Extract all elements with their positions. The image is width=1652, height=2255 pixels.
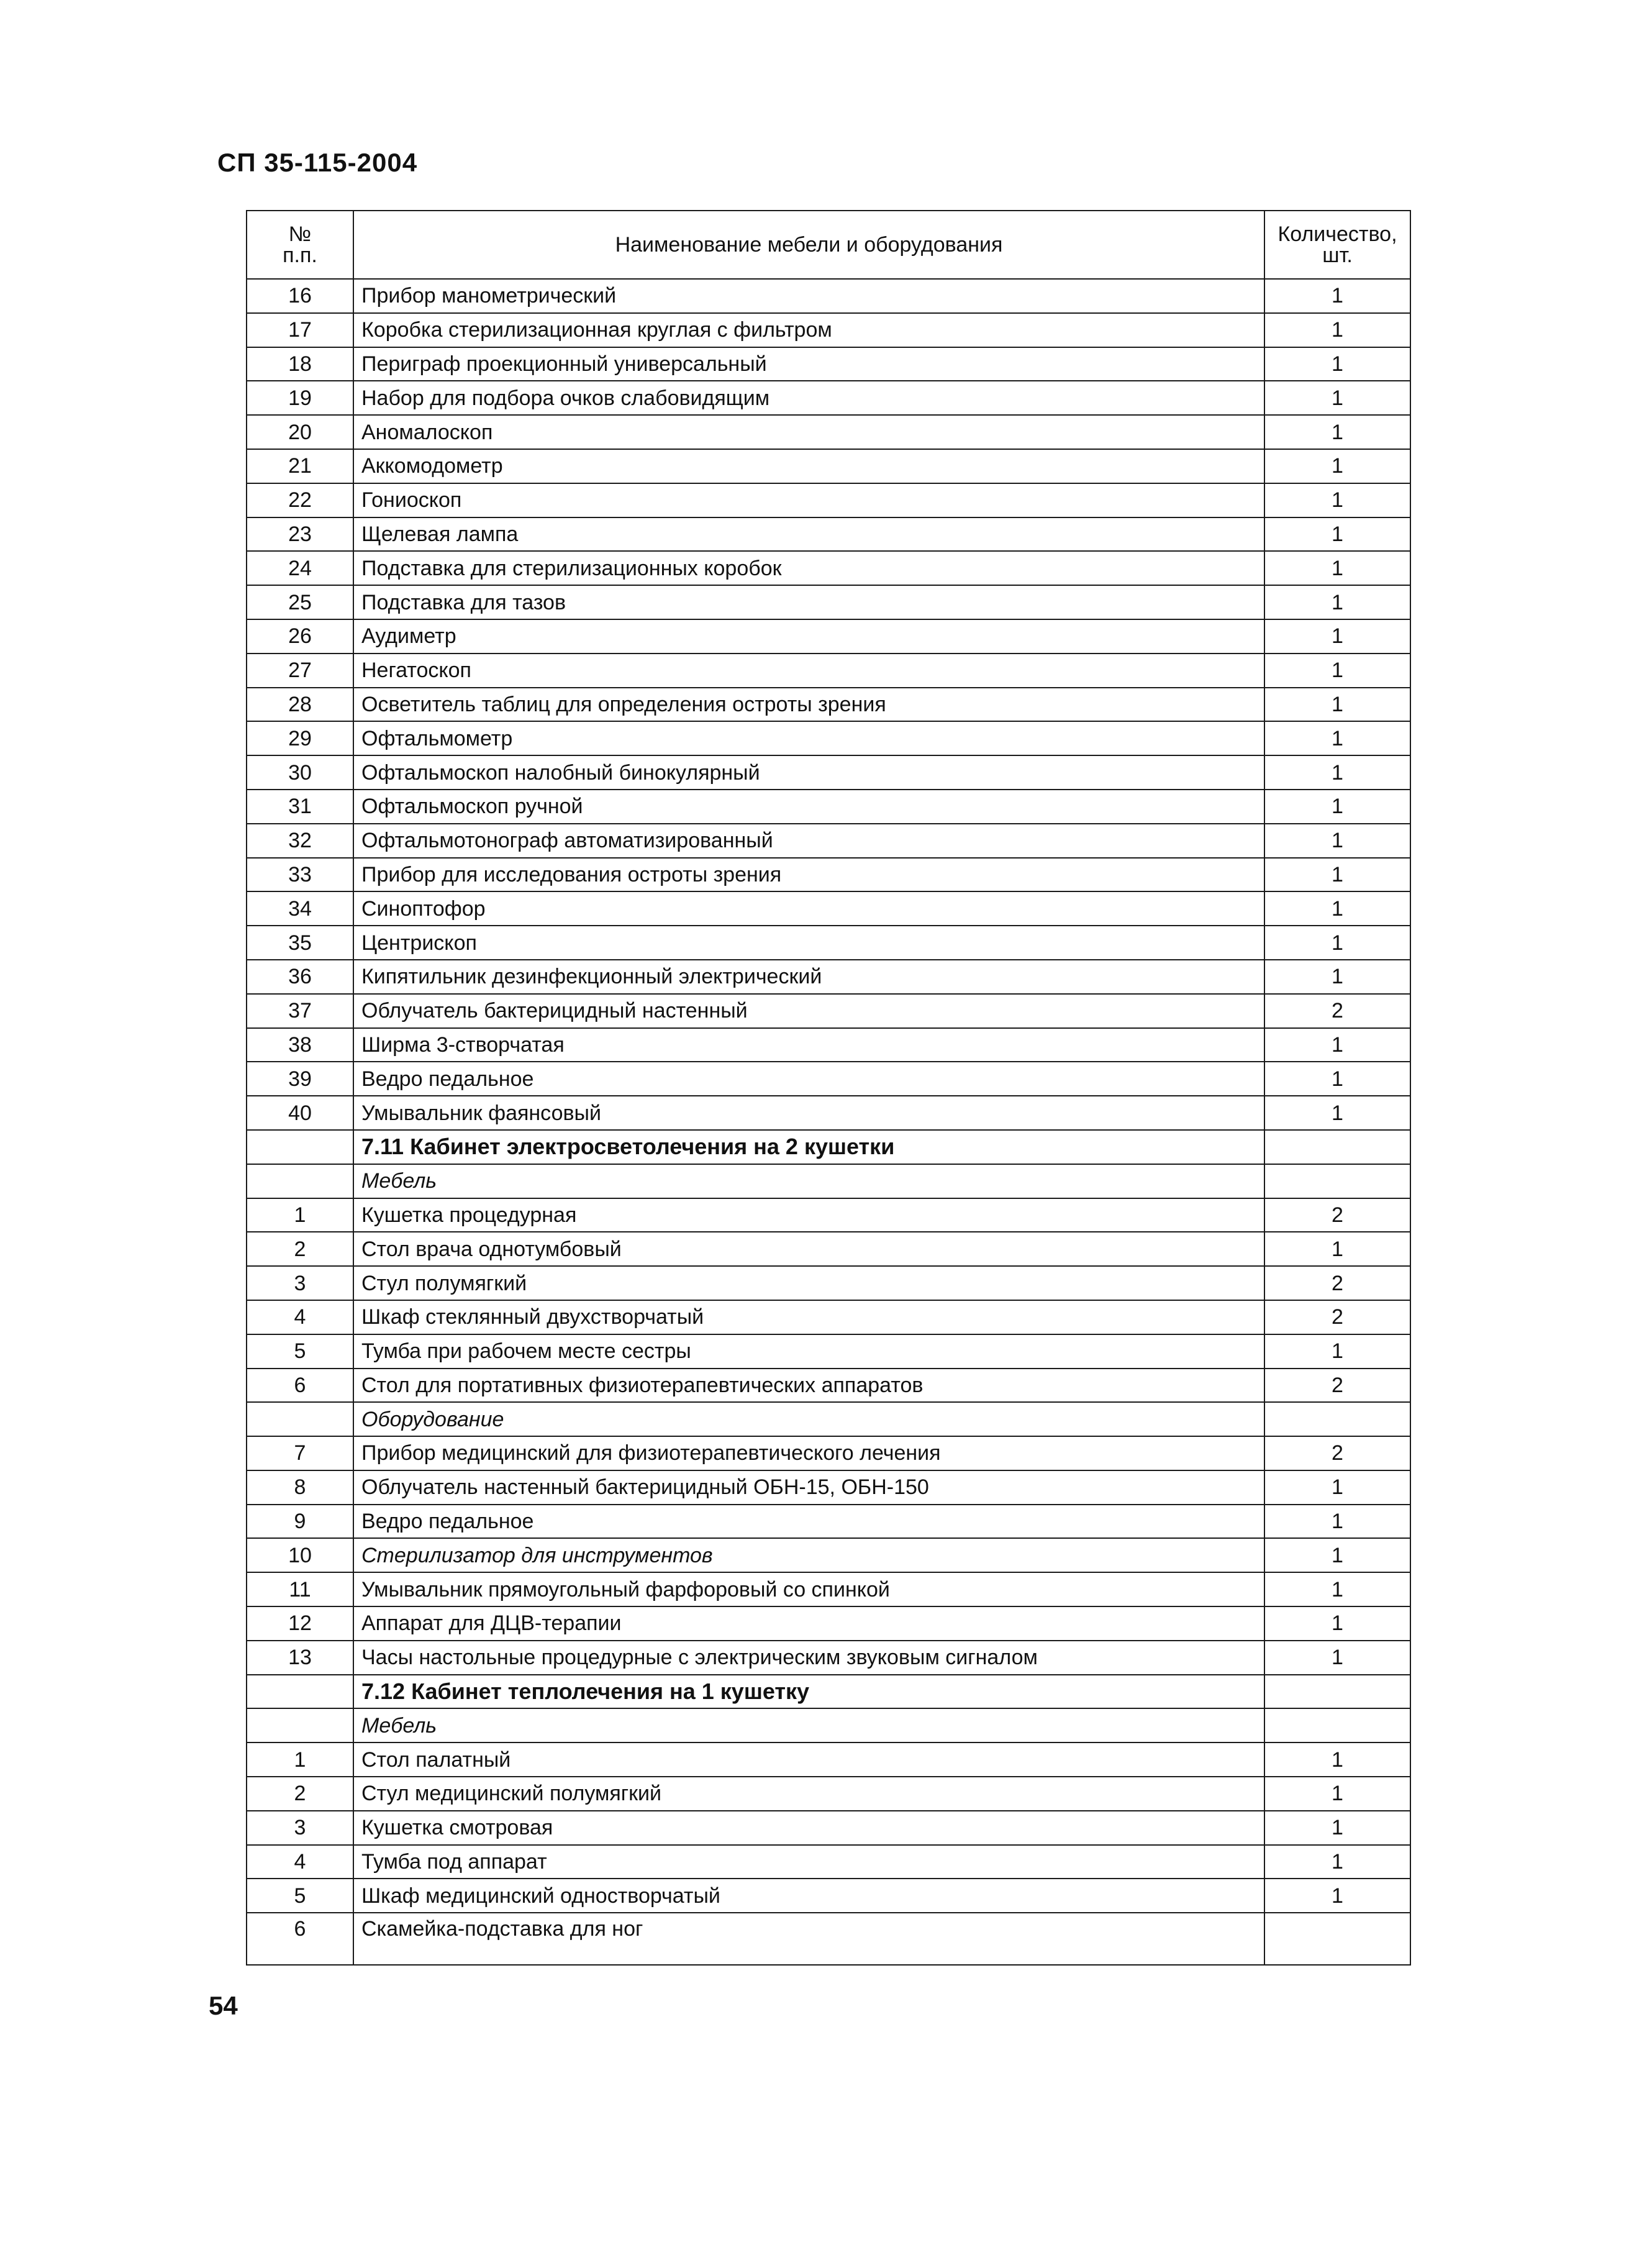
row-name: Умывальник фаянсовый [353, 1096, 1264, 1130]
row-quantity: 1 [1264, 1062, 1410, 1096]
row-quantity: 1 [1264, 1334, 1410, 1369]
table-row [247, 1777, 1410, 1811]
table-row [247, 1232, 1410, 1266]
table-row [247, 1538, 1410, 1572]
row-name: Гониоскоп [353, 483, 1264, 517]
table-row [247, 1300, 1410, 1334]
row-name: Аудиметр [353, 619, 1264, 654]
row-quantity: 1 [1264, 313, 1410, 347]
row-number: 13 [247, 1641, 353, 1675]
row-number: 30 [247, 755, 353, 790]
row-quantity: 1 [1264, 619, 1410, 654]
row-quantity: 1 [1264, 688, 1410, 722]
row-number: 35 [247, 926, 353, 960]
row-number: 1 [247, 1198, 353, 1232]
table-row [247, 1913, 1410, 1965]
table-row [247, 688, 1410, 722]
row-quantity: 1 [1264, 1811, 1410, 1845]
row-quantity: 1 [1264, 960, 1410, 994]
row-quantity: 1 [1264, 517, 1410, 552]
row-quantity [1264, 1130, 1410, 1164]
row-quantity: 1 [1264, 1096, 1410, 1130]
row-name: Облучатель настенный бактерицидный ОБН-15, ОБН-150 [353, 1470, 1264, 1505]
row-name: Набор для подбора очков слабовидящим [353, 381, 1264, 415]
row-name: Стол палатный [353, 1742, 1264, 1777]
table-row [247, 517, 1410, 552]
row-quantity: 1 [1264, 824, 1410, 858]
row-number: 1 [247, 1742, 353, 1777]
row-number: 5 [247, 1879, 353, 1913]
table-row [247, 347, 1410, 381]
table-row [247, 790, 1410, 824]
row-name: Прибор манометрический [353, 279, 1264, 313]
row-number: 4 [247, 1300, 353, 1334]
row-name: Ширма 3-створчатая [353, 1028, 1264, 1062]
row-number: 5 [247, 1334, 353, 1369]
section-row [247, 1130, 1410, 1164]
row-name: Тумба под аппарат [353, 1845, 1264, 1879]
row-number: 40 [247, 1096, 353, 1130]
row-quantity: 1 [1264, 1641, 1410, 1675]
row-name: Аномалоскоп [353, 415, 1264, 449]
table-row [247, 1369, 1410, 1403]
row-number [247, 1130, 353, 1164]
row-number: 27 [247, 654, 353, 688]
row-name: Офтальмоскоп ручной [353, 790, 1264, 824]
row-name: Облучатель бактерицидный настенный [353, 994, 1264, 1028]
header-number [247, 211, 353, 279]
row-number: 9 [247, 1505, 353, 1539]
row-quantity: 1 [1264, 1538, 1410, 1572]
row-quantity: 2 [1264, 1369, 1410, 1403]
row-quantity: 1 [1264, 755, 1410, 790]
table-row [247, 1572, 1410, 1606]
table-row [247, 415, 1410, 449]
row-number: 38 [247, 1028, 353, 1062]
row-number: 24 [247, 551, 353, 585]
table-row [247, 960, 1410, 994]
row-quantity: 1 [1264, 926, 1410, 960]
row-name: Подставка для стерилизационных коробок [353, 551, 1264, 585]
row-quantity: 1 [1264, 381, 1410, 415]
row-quantity: 1 [1264, 585, 1410, 619]
table-row [247, 926, 1410, 960]
row-name: Аккомодометр [353, 449, 1264, 483]
row-number: 12 [247, 1606, 353, 1641]
row-name: Шкаф медицинский одностворчатый [353, 1879, 1264, 1913]
row-quantity: 1 [1264, 483, 1410, 517]
row-name: Ведро педальное [353, 1062, 1264, 1096]
row-quantity: 1 [1264, 279, 1410, 313]
row-name: Ведро педальное [353, 1505, 1264, 1539]
table-row [247, 1198, 1410, 1232]
table-row [247, 619, 1410, 654]
row-name: Офтальмометр [353, 721, 1264, 755]
row-number: 2 [247, 1777, 353, 1811]
row-name: 7.11 Кабинет электросветолечения на 2 кушетки [353, 1130, 1264, 1164]
row-name: Кушетка процедурная [353, 1198, 1264, 1232]
row-quantity: 1 [1264, 790, 1410, 824]
row-name: Офтальмоскоп налобный бинокулярный [353, 755, 1264, 790]
row-name: Стол врача однотумбовый [353, 1232, 1264, 1266]
row-name: Мебель [353, 1164, 1264, 1198]
row-number: 36 [247, 960, 353, 994]
row-name: Оборудование [353, 1402, 1264, 1436]
row-number [247, 1675, 353, 1709]
row-name: Прибор медицинский для физиотерапевтического лечения [353, 1436, 1264, 1470]
row-name: Прибор для исследования остроты зрения [353, 858, 1264, 892]
row-number: 21 [247, 449, 353, 483]
row-name: Часы настольные процедурные с электрическим звуковым сигналом [353, 1641, 1264, 1675]
header-quantity-label: Количество, шт. [1278, 222, 1397, 267]
row-number: 28 [247, 688, 353, 722]
table-row [247, 1641, 1410, 1675]
row-quantity: 1 [1264, 449, 1410, 483]
row-name: Шкаф стеклянный двухстворчатый [353, 1300, 1264, 1334]
row-quantity: 2 [1264, 1436, 1410, 1470]
row-name: Кушетка смотровая [353, 1811, 1264, 1845]
table-row [247, 824, 1410, 858]
row-quantity: 1 [1264, 1606, 1410, 1641]
row-number: 2 [247, 1232, 353, 1266]
row-name: Мебель [353, 1708, 1264, 1742]
subsection-row [247, 1708, 1410, 1742]
table-row [247, 1606, 1410, 1641]
row-quantity [1264, 1675, 1410, 1709]
header-quantity [1264, 211, 1410, 279]
row-number: 33 [247, 858, 353, 892]
row-name: Офтальмотонограф автоматизированный [353, 824, 1264, 858]
table-row [247, 1845, 1410, 1879]
row-name: Стул медицинский полумягкий [353, 1777, 1264, 1811]
row-quantity: 1 [1264, 891, 1410, 926]
section-row [247, 1675, 1410, 1709]
table-row [247, 1266, 1410, 1300]
table-row [247, 721, 1410, 755]
row-name: Кипятильник дезинфекционный электрический [353, 960, 1264, 994]
table-row [247, 891, 1410, 926]
row-number [247, 1402, 353, 1436]
row-number: 26 [247, 619, 353, 654]
row-quantity: 2 [1264, 1266, 1410, 1300]
table-row [247, 1028, 1410, 1062]
row-quantity: 1 [1264, 551, 1410, 585]
row-number: 4 [247, 1845, 353, 1879]
table-row [247, 1505, 1410, 1539]
table-row [247, 1096, 1410, 1130]
row-name: Скамейка-подставка для ног [353, 1913, 1264, 1965]
row-name: Аппарат для ДЦВ-терапии [353, 1606, 1264, 1641]
row-number: 10 [247, 1538, 353, 1572]
page-number: 54 [209, 1991, 238, 2020]
row-quantity: 1 [1264, 415, 1410, 449]
equipment-table [246, 210, 1411, 1966]
row-quantity [1264, 1708, 1410, 1742]
table-row [247, 585, 1410, 619]
table-row [247, 858, 1410, 892]
row-quantity [1264, 1402, 1410, 1436]
row-number: 3 [247, 1811, 353, 1845]
row-name: Стул полумягкий [353, 1266, 1264, 1300]
row-quantity: 1 [1264, 1572, 1410, 1606]
table-row [247, 279, 1410, 313]
table-row [247, 654, 1410, 688]
table-row [247, 313, 1410, 347]
row-number: 34 [247, 891, 353, 926]
row-number: 32 [247, 824, 353, 858]
row-name: Стол для портативных физиотерапевтических аппаратов [353, 1369, 1264, 1403]
row-quantity: 1 [1264, 1505, 1410, 1539]
row-number: 20 [247, 415, 353, 449]
row-number: 29 [247, 721, 353, 755]
row-name: Центрископ [353, 926, 1264, 960]
row-quantity: 1 [1264, 1470, 1410, 1505]
row-quantity: 1 [1264, 1028, 1410, 1062]
row-name: Коробка стерилизационная круглая с фильтром [353, 313, 1264, 347]
row-name: Подставка для тазов [353, 585, 1264, 619]
row-number: 37 [247, 994, 353, 1028]
table-row [247, 994, 1410, 1028]
table-row [247, 449, 1410, 483]
subsection-row [247, 1402, 1410, 1436]
table-row [247, 1879, 1410, 1913]
row-quantity: 2 [1264, 1198, 1410, 1232]
row-number: 22 [247, 483, 353, 517]
row-number [247, 1164, 353, 1198]
row-quantity: 1 [1264, 1232, 1410, 1266]
row-name: Периграф проекционный универсальный [353, 347, 1264, 381]
row-name: Тумба при рабочем месте сестры [353, 1334, 1264, 1369]
row-number: 18 [247, 347, 353, 381]
row-quantity: 2 [1264, 1300, 1410, 1334]
row-name: Негатоскоп [353, 654, 1264, 688]
row-quantity: 1 [1264, 721, 1410, 755]
row-number: 6 [247, 1369, 353, 1403]
row-number: 39 [247, 1062, 353, 1096]
row-quantity: 1 [1264, 1742, 1410, 1777]
row-quantity: 2 [1264, 994, 1410, 1028]
table-row [247, 551, 1410, 585]
document-code: СП 35-115-2004 [217, 148, 418, 177]
row-number: 31 [247, 790, 353, 824]
table-body [247, 279, 1410, 1965]
row-quantity: 1 [1264, 1777, 1410, 1811]
row-number: 11 [247, 1572, 353, 1606]
row-quantity: 1 [1264, 347, 1410, 381]
table-row [247, 1470, 1410, 1505]
row-name: Умывальник прямоугольный фарфоровый со спинкой [353, 1572, 1264, 1606]
subsection-row [247, 1164, 1410, 1198]
table-row [247, 1436, 1410, 1470]
row-name: Стерилизатор для инструментов [353, 1538, 1264, 1572]
row-name: Осветитель таблиц для определения остроты зрения [353, 688, 1264, 722]
row-number: 19 [247, 381, 353, 415]
row-quantity: 1 [1264, 654, 1410, 688]
header-name: Наименование мебели и оборудования [353, 211, 1264, 279]
row-quantity [1264, 1164, 1410, 1198]
table-row [247, 483, 1410, 517]
table-row [247, 1742, 1410, 1777]
row-quantity [1264, 1913, 1410, 1965]
row-quantity: 1 [1264, 1879, 1410, 1913]
row-number: 3 [247, 1266, 353, 1300]
row-number: 6 [247, 1913, 353, 1965]
row-name: Синоптофор [353, 891, 1264, 926]
table-row [247, 381, 1410, 415]
table-row [247, 1334, 1410, 1369]
table-row [247, 1811, 1410, 1845]
row-number: 23 [247, 517, 353, 552]
header-number-label: № п.п. [283, 222, 317, 267]
row-quantity: 1 [1264, 1845, 1410, 1879]
row-quantity: 1 [1264, 858, 1410, 892]
row-number: 16 [247, 279, 353, 313]
table-row [247, 1062, 1410, 1096]
row-number: 17 [247, 313, 353, 347]
row-number: 25 [247, 585, 353, 619]
table-header [247, 211, 1410, 279]
row-name: 7.12 Кабинет теплолечения на 1 кушетку [353, 1675, 1264, 1709]
table-row [247, 755, 1410, 790]
row-number: 7 [247, 1436, 353, 1470]
row-number: 8 [247, 1470, 353, 1505]
row-number [247, 1708, 353, 1742]
row-name: Щелевая лампа [353, 517, 1264, 552]
